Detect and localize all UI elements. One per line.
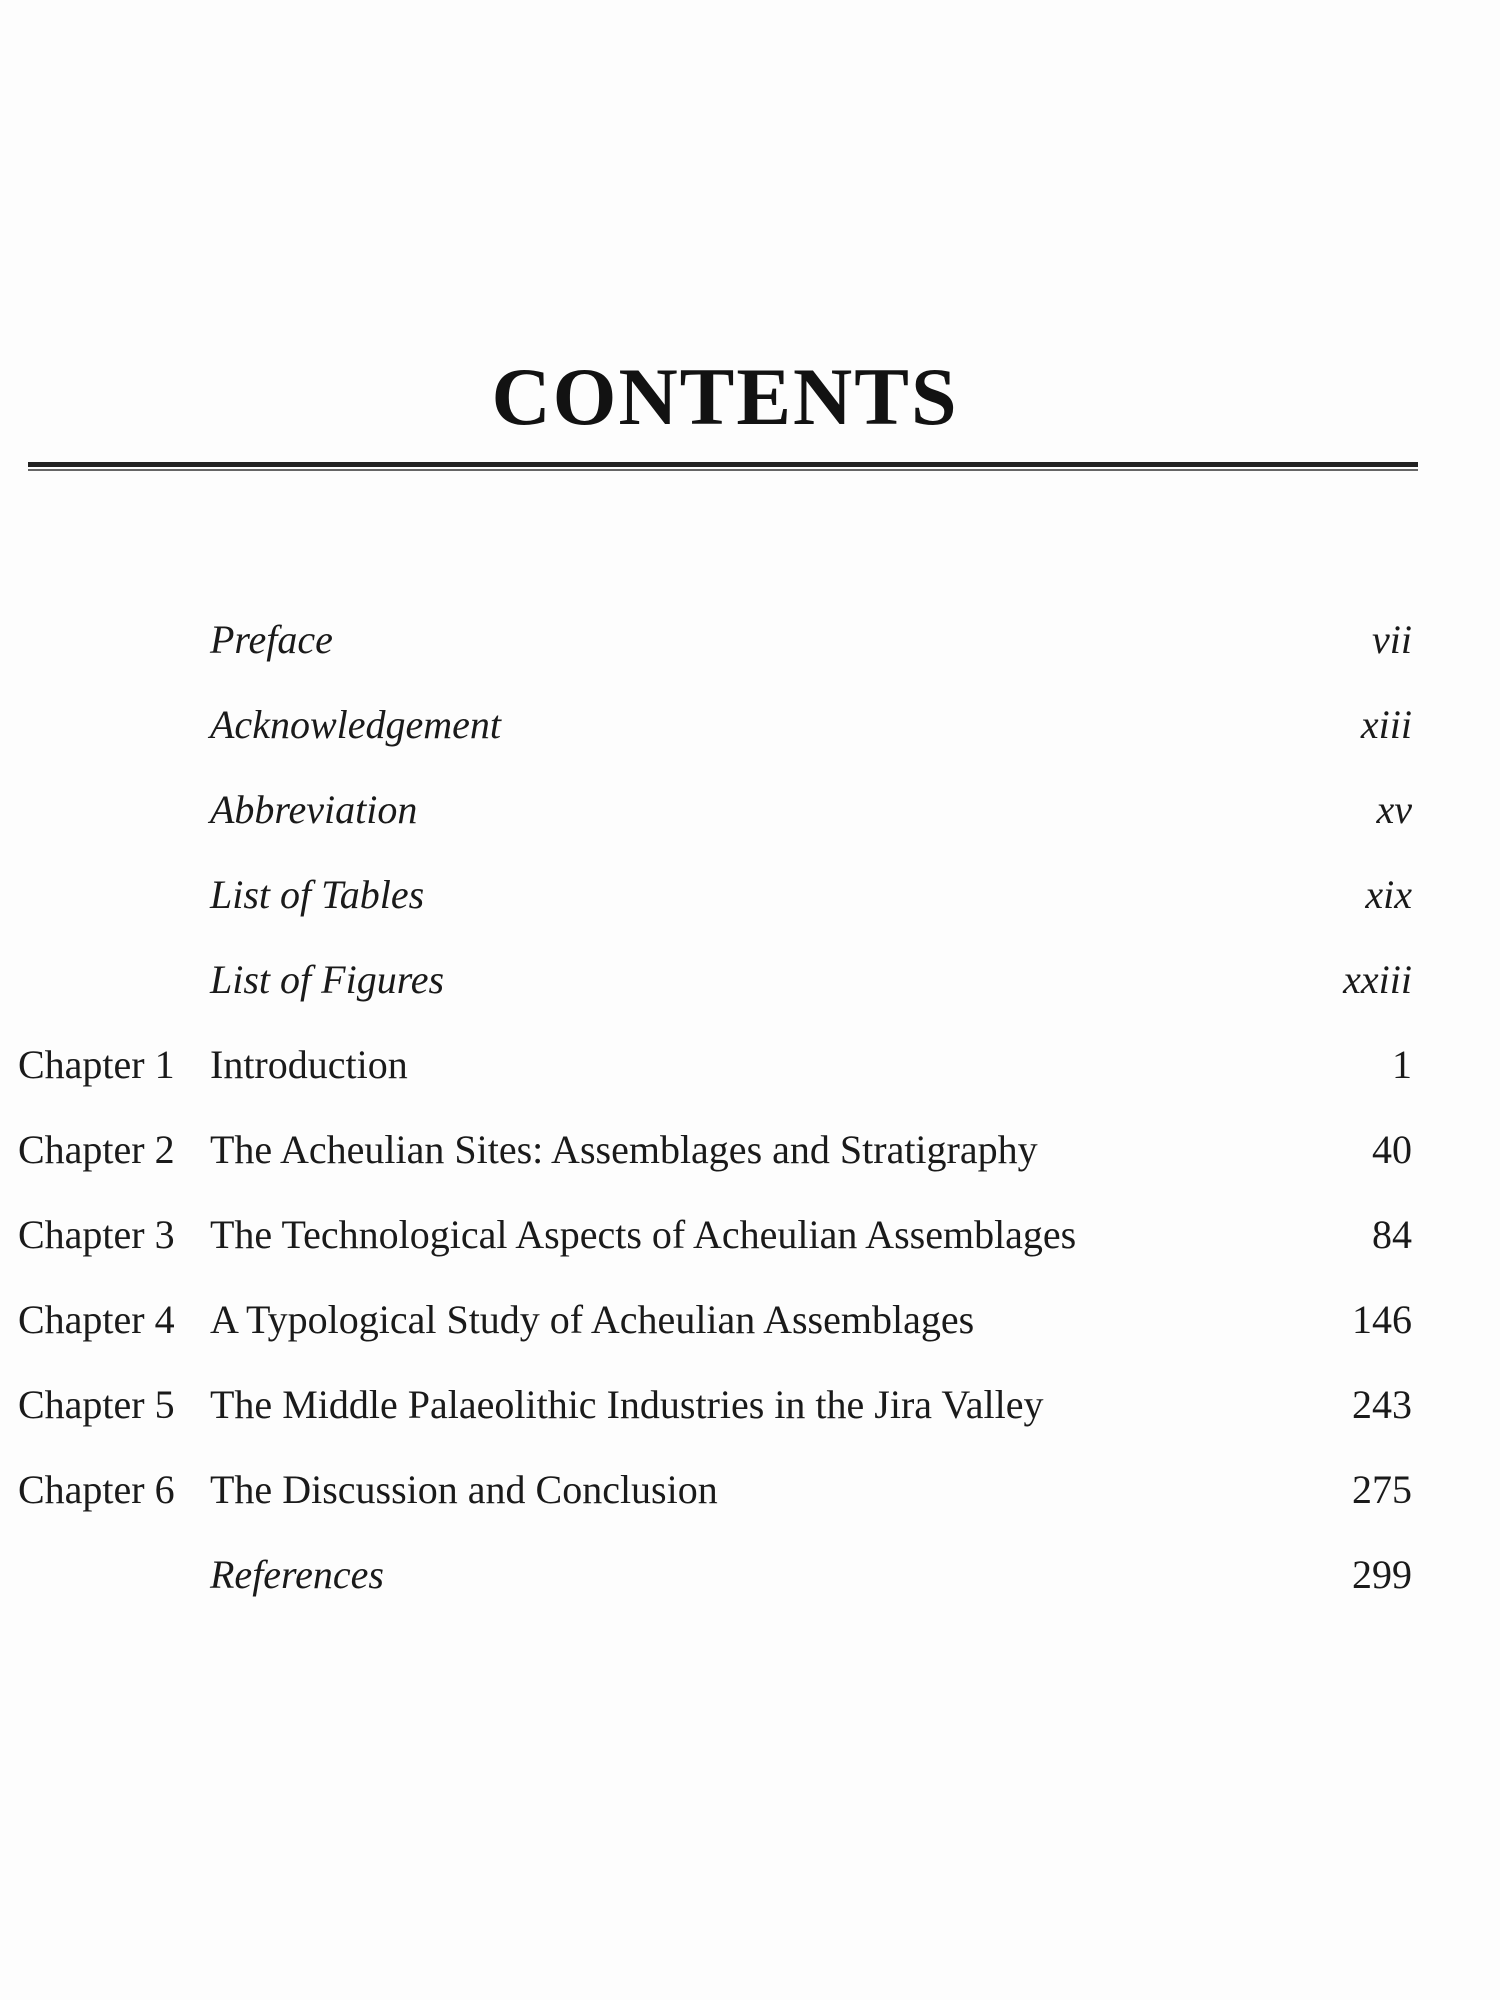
entry-title: Introduction bbox=[210, 1042, 408, 1087]
chapter-label: Chapter 2 bbox=[18, 1127, 175, 1172]
entry-title: A Typological Study of Acheulian Assemblages bbox=[210, 1297, 975, 1342]
page-number: vii bbox=[1372, 617, 1412, 662]
page-number: 40 bbox=[1372, 1127, 1412, 1172]
page-number: 1 bbox=[1392, 1042, 1412, 1087]
chapter-label: Chapter 3 bbox=[18, 1212, 175, 1257]
page-number: 275 bbox=[1352, 1467, 1412, 1512]
chapter-label: Chapter 6 bbox=[18, 1467, 175, 1512]
page-number: xix bbox=[1365, 872, 1412, 917]
entry-title: The Acheulian Sites: Assemblages and Stratigraphy bbox=[210, 1127, 1038, 1172]
toc-entry-chapter-3[interactable] bbox=[0, 1205, 1500, 1265]
toc-entry-chapter-2[interactable] bbox=[0, 1120, 1500, 1180]
page-number: 243 bbox=[1352, 1382, 1412, 1427]
toc-entry-chapter-5[interactable] bbox=[0, 1375, 1500, 1435]
toc-entry-preface[interactable] bbox=[0, 610, 1500, 670]
entry-title: List of Tables bbox=[210, 872, 425, 917]
toc-entry-abbreviation[interactable] bbox=[0, 780, 1500, 840]
page-number: xv bbox=[1376, 787, 1412, 832]
chapter-label: Chapter 4 bbox=[18, 1297, 175, 1342]
entry-title: The Technological Aspects of Acheulian Assemblages bbox=[210, 1212, 1077, 1257]
entry-title: Preface bbox=[210, 617, 333, 662]
page-title: CONTENTS bbox=[491, 351, 959, 442]
toc-entry-chapter-1[interactable] bbox=[0, 1035, 1500, 1095]
toc-entry-list-of-tables[interactable] bbox=[0, 865, 1500, 925]
chapter-label: Chapter 5 bbox=[18, 1382, 175, 1427]
entry-title: The Middle Palaeolithic Industries in the Jira Valley bbox=[210, 1382, 1044, 1427]
entry-title: Acknowledgement bbox=[210, 702, 501, 747]
page-number: 146 bbox=[1352, 1297, 1412, 1342]
toc-entry-references[interactable] bbox=[0, 1545, 1500, 1605]
toc-entry-acknowledgement[interactable] bbox=[0, 695, 1500, 755]
page-number: xxiii bbox=[1343, 957, 1412, 1002]
entry-title: References bbox=[210, 1552, 384, 1597]
toc-entry-list-of-figures[interactable] bbox=[0, 950, 1500, 1010]
page-number: xiii bbox=[1360, 702, 1412, 747]
entry-title: Abbreviation bbox=[210, 787, 418, 832]
toc-entry-chapter-6[interactable] bbox=[0, 1460, 1500, 1520]
page-number: 84 bbox=[1372, 1212, 1412, 1257]
entry-title: List of Figures bbox=[210, 957, 445, 1002]
toc-entry-chapter-4[interactable] bbox=[0, 1290, 1500, 1350]
page-number: 299 bbox=[1352, 1552, 1412, 1597]
entry-title: The Discussion and Conclusion bbox=[210, 1467, 718, 1512]
chapter-label: Chapter 1 bbox=[18, 1042, 175, 1087]
